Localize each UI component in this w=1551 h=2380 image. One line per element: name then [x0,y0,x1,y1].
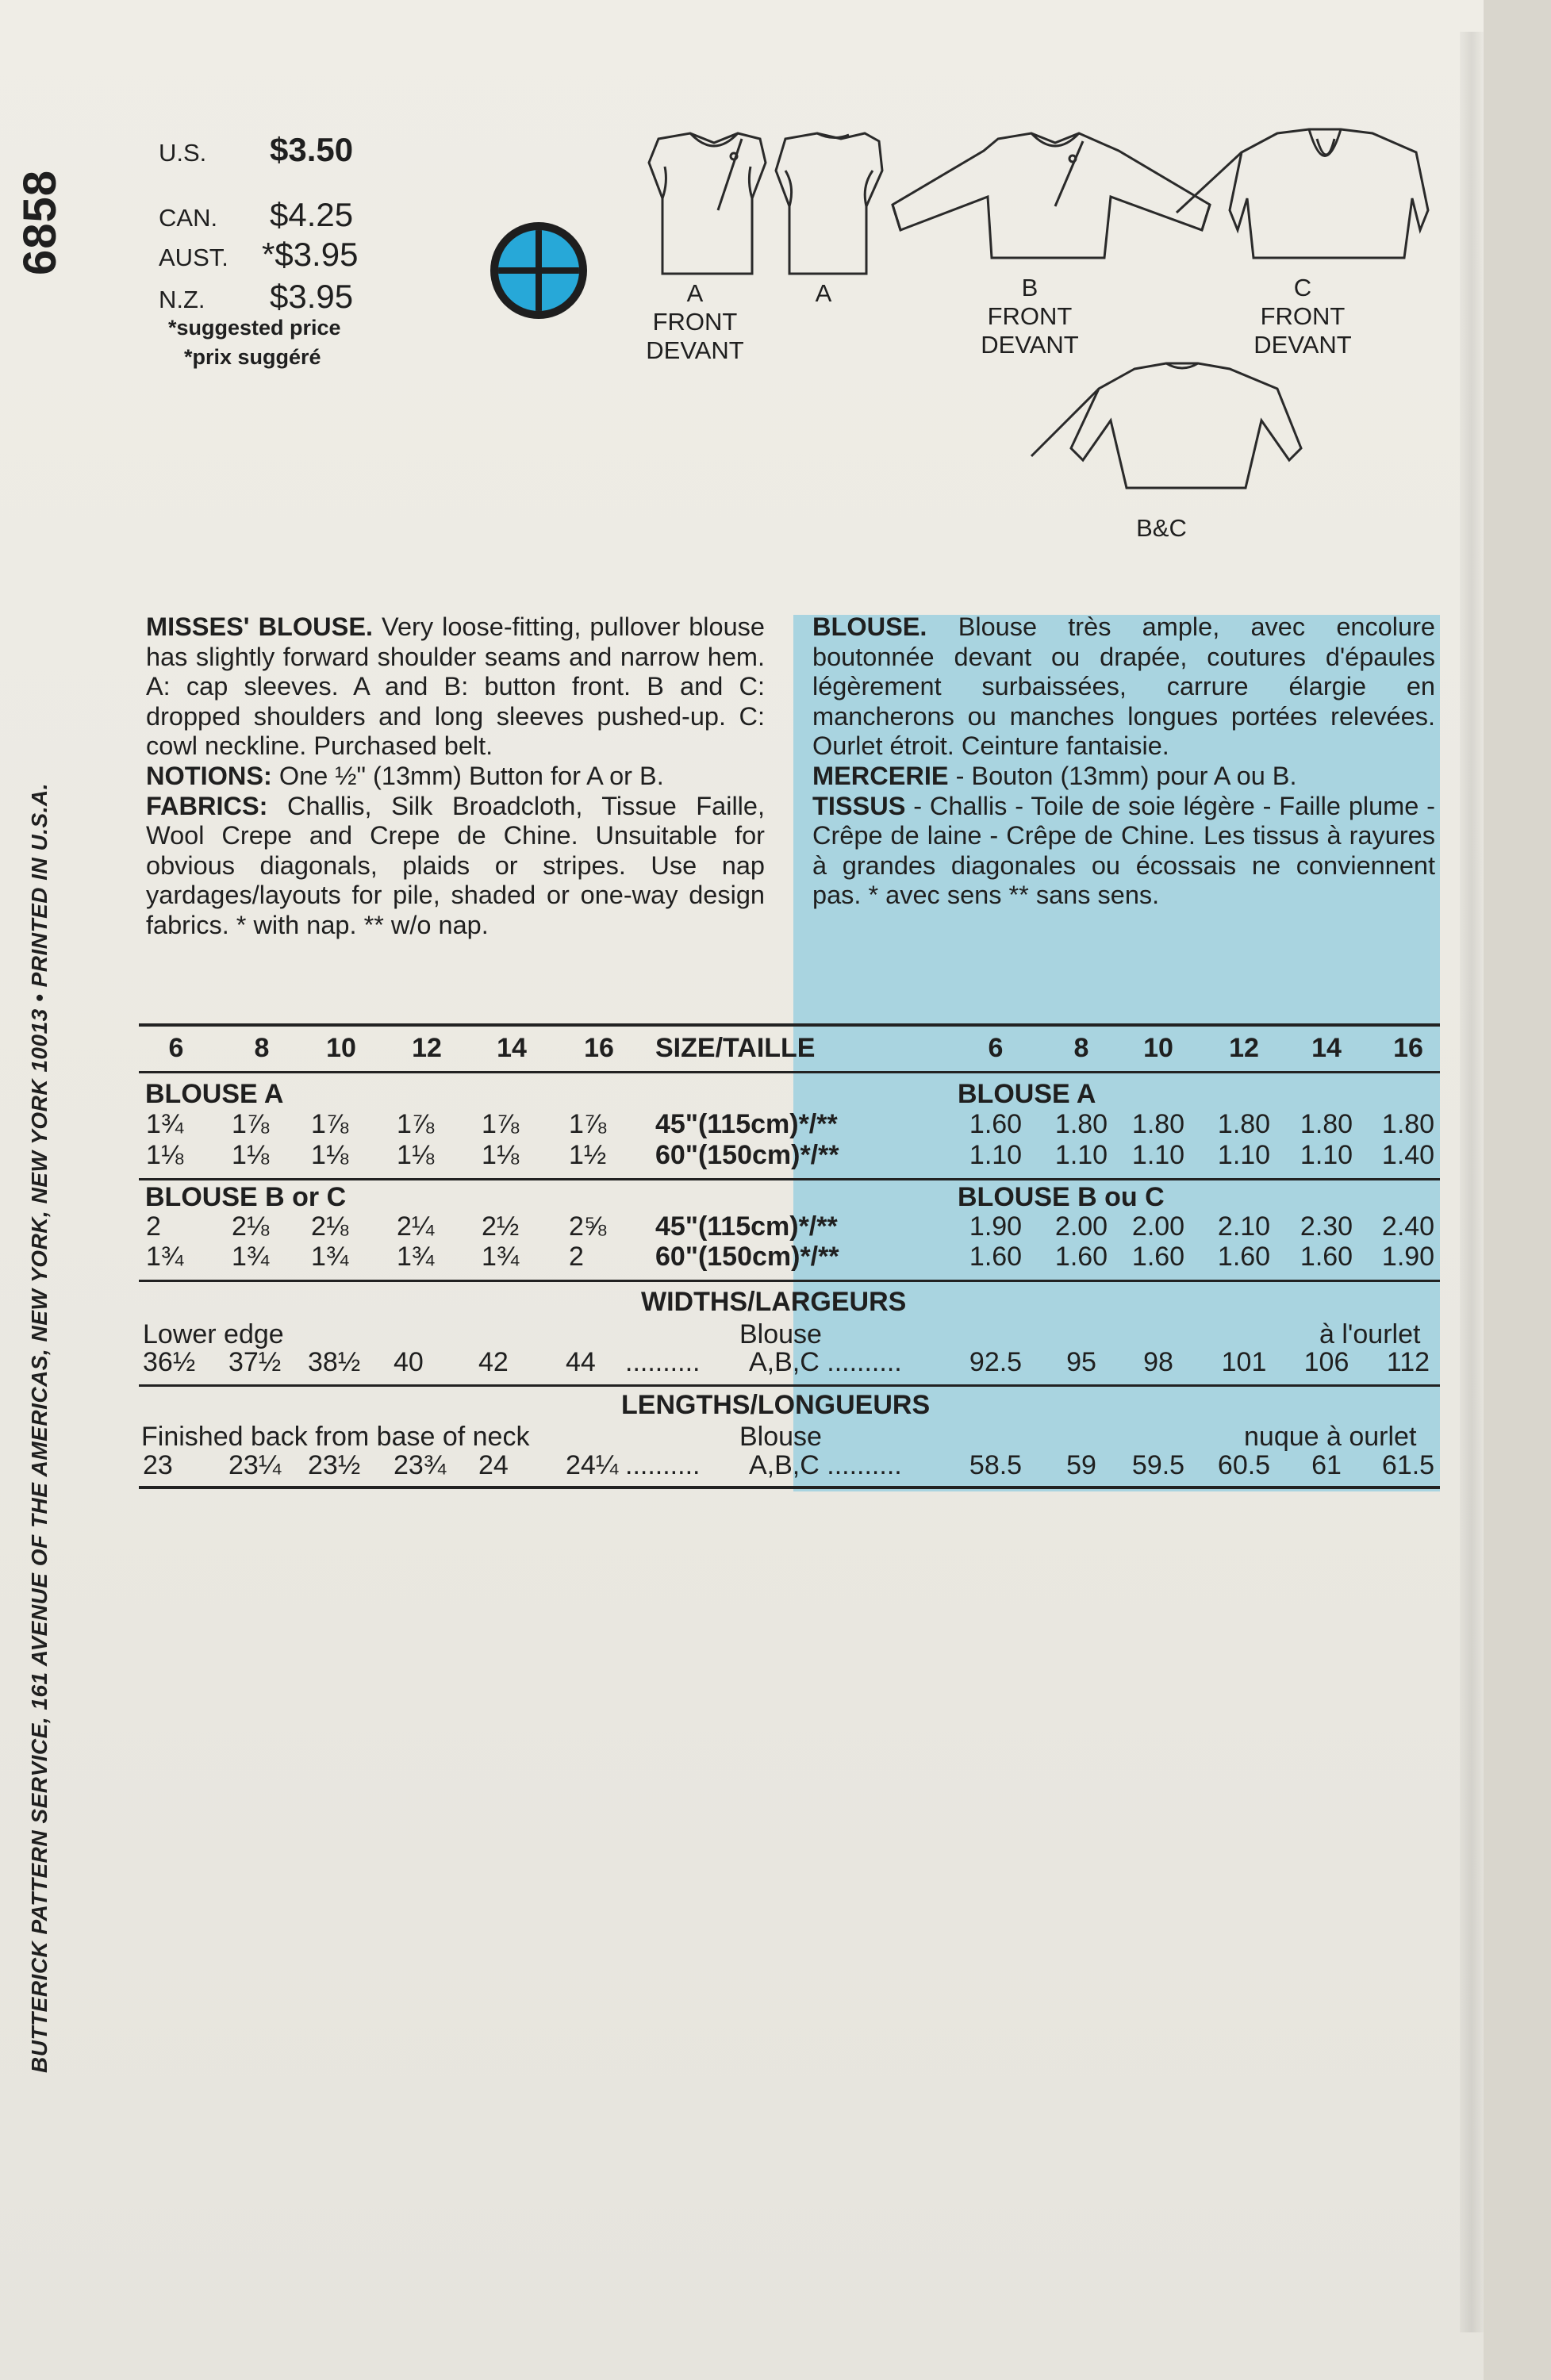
measure-cm-cell: 92.5 [969,1347,1023,1377]
size-col-fr: 14 [1311,1033,1342,1063]
description-english: MISSES' BLOUSE. Very loose-fitting, pullover blouse has slightly forward shoulder seams and narrow hem. A: cap sleeves. A and B: button front. B and C: dropped shoulders and long sleeves pushed-up. C: cowl neckline. Purchased belt. NOTIONS: One ½" (13mm) Button for A or B. FABRICS: Challis, Silk Broadcloth, Tissue Faille, Wool Crepe and Crepe de Chine. Unsuitable for obvious diagonals, plaids or stripes. Use nap yardages/layouts for pile, shaded or one-way design fabrics. * with nap. ** w/o nap. [146,612,765,939]
table-rule-widths [139,1384,1440,1387]
meter-cell: 1.10 [1217,1140,1271,1170]
size-col-en: 10 [326,1033,356,1063]
yardage-cell: 2⅛ [232,1211,270,1242]
widths-dots: .......... [625,1347,701,1377]
description-french: BLOUSE. Blouse très ample, avec encolure boutonnée devant ou drapée, coutures d'épaules légèrement surbaissées, carrure élargie en mancherons ou manches longues portées relevées. Ourlet étroit. Ceinture fantaisie. MERCERIE - Bouton (13mm) pour A ou B. TISSUS - Challis - Toile de soie légère - Faille plume - Crêpe de laine - Crêpe de Chine. Les tissus à rayures à grandes diagonales ou écossais ne conviennent pas. * avec sens ** sans sens. [812,612,1435,910]
measure-cm-cell: 59.5 [1131,1450,1185,1480]
meter-cell: 1.80 [1300,1109,1353,1139]
size-col-en: 12 [412,1033,442,1063]
meter-cell: 1.60 [1217,1242,1271,1272]
meter-cell: 2.30 [1300,1211,1353,1242]
yardage-cell: 1⅞ [482,1109,520,1139]
meter-cell: 1.60 [1131,1242,1185,1272]
size-col-fr: 10 [1143,1033,1173,1063]
meter-cell: 1.60 [969,1109,1023,1139]
paper-fold [1460,32,1484,2332]
meter-cell: 1.10 [969,1140,1023,1170]
lengths-label-en: Finished back from base of neck [141,1422,530,1452]
meter-cell: 1.60 [969,1242,1023,1272]
meter-cell: 2.00 [1054,1211,1108,1242]
yardage-cell: 1¾ [397,1242,435,1272]
size-col-fr: 16 [1393,1033,1423,1063]
widths-label-fr: à l'ourlet [1319,1319,1421,1349]
yardage-cell: 1⅛ [232,1140,270,1170]
envelope-edge [1484,0,1551,2380]
fabric-width-label: 45"(115cm)*/** [655,1211,838,1242]
measure-cm-cell: 58.5 [969,1450,1023,1480]
price-row-us: U.S. $3.50 [159,131,354,168]
measure-cm-cell: 61 [1311,1450,1342,1480]
widths-header: WIDTHS/LARGEURS [641,1287,907,1317]
table-rule-top [139,1023,1440,1027]
price-row-nz: N.Z. $3.95 [159,278,354,315]
yardage-cell: 1⅛ [311,1140,349,1170]
meter-cell: 1.80 [1217,1109,1271,1139]
measure-inch-cell: 36½ [143,1347,196,1377]
blouse-a-label-en: BLOUSE A [145,1079,284,1109]
lengths-center-label: Blouse [739,1422,822,1452]
yardage-cell: 2 [146,1211,161,1242]
lengths-header: LENGTHS/LONGUEURS [621,1390,931,1420]
view-label-b-front: B FRONT DEVANT [981,274,1079,359]
table-rule-bottom [139,1486,1440,1489]
meter-cell: 1.80 [1131,1109,1185,1139]
price-row-aust: AUST. *$3.95 [159,236,359,273]
size-col-en: 16 [584,1033,614,1063]
crosshair-badge-icon [490,222,587,319]
yardage-cell: 1⅞ [232,1109,270,1139]
yardage-cell: 1⅛ [482,1140,520,1170]
meter-cell: 2.10 [1217,1211,1271,1242]
size-col-fr: 12 [1229,1033,1259,1063]
blouse-bc-label-en: BLOUSE B or C [145,1182,347,1212]
size-header-label: SIZE/TAILLE [655,1033,816,1063]
view-label-c-front: C FRONT DEVANT [1253,274,1352,359]
measure-cm-cell: 106 [1303,1347,1349,1377]
price-row-can: CAN. $4.25 [159,196,354,233]
yardage-cell: 1¾ [146,1242,184,1272]
yardage-cell: 1⅛ [146,1140,184,1170]
yardage-cell: 1⅛ [397,1140,435,1170]
measure-inch-cell: 23½ [308,1450,361,1480]
measure-inch-cell: 42 [478,1347,509,1377]
meter-cell: 1.90 [1381,1242,1435,1272]
yardage-cell: 1⅞ [569,1109,607,1139]
size-col-en: 8 [254,1033,270,1063]
lengths-abc: A,B,C .......... [749,1450,902,1480]
meter-cell: 1.60 [1054,1242,1108,1272]
pattern-number: 6858 [14,169,67,275]
measure-inch-cell: 24 [478,1450,509,1480]
size-col-fr: 8 [1073,1033,1089,1063]
widths-center-label: Blouse [739,1319,822,1349]
blouse-a-label-fr: BLOUSE A [958,1079,1096,1109]
meter-cell: 1.10 [1131,1140,1185,1170]
blouse-bc-label-fr: BLOUSE B ou C [958,1182,1165,1212]
yardage-cell: 2½ [482,1211,520,1242]
meter-cell: 1.90 [969,1211,1023,1242]
suggested-price-note: *suggested price [168,316,341,340]
measure-cm-cell: 95 [1066,1347,1096,1377]
yardage-cell: 2 [569,1242,584,1272]
size-col-en: 14 [497,1033,527,1063]
meter-cell: 1.80 [1381,1109,1435,1139]
measure-inch-cell: 37½ [228,1347,282,1377]
fabric-width-label: 45"(115cm)*/** [655,1109,838,1139]
measure-cm-cell: 60.5 [1217,1450,1271,1480]
yardage-cell: 2⅛ [311,1211,349,1242]
table-rule-a [139,1178,1440,1180]
measure-cm-cell: 59 [1066,1450,1096,1480]
widths-label-en: Lower edge [143,1319,284,1349]
measure-cm-cell: 101 [1221,1347,1267,1377]
measure-inch-cell: 38½ [308,1347,361,1377]
prix-suggere-note: *prix suggéré [184,345,321,369]
widths-abc: A,B,C .......... [749,1347,902,1377]
size-col-en: 6 [168,1033,184,1063]
table-rule-sizes [139,1071,1440,1073]
measure-inch-cell: 40 [394,1347,424,1377]
yardage-cell: 1¾ [482,1242,520,1272]
measure-cm-cell: 61.5 [1381,1450,1435,1480]
measure-inch-cell: 23¾ [394,1450,447,1480]
measure-inch-cell: 24¼ [566,1450,619,1480]
meter-cell: 1.40 [1381,1140,1435,1170]
meter-cell: 2.40 [1381,1211,1435,1242]
meter-cell: 1.60 [1300,1242,1353,1272]
yardage-cell: 1¾ [232,1242,270,1272]
measure-cm-cell: 98 [1143,1347,1173,1377]
fabric-width-label: 60"(150cm)*/** [655,1140,839,1170]
yardage-cell: 1⅞ [397,1109,435,1139]
spine-publisher-text: BUTTERICK PATTERN SERVICE, 161 AVENUE OF THE AMERICAS, NEW YORK, NEW YORK 10013 • PRINTED IN U.S.A. [27,783,52,2073]
yardage-cell: 1½ [569,1140,607,1170]
yardage-cell: 1¾ [311,1242,349,1272]
meter-cell: 1.80 [1054,1109,1108,1139]
fabric-width-label: 60"(150cm)*/** [655,1242,839,1272]
view-label-a-front: A FRONT DEVANT [646,279,744,364]
yardage-cell: 2¼ [397,1211,435,1242]
yardage-cell: 2⅝ [569,1211,607,1242]
measure-inch-cell: 44 [566,1347,596,1377]
size-col-fr: 6 [988,1033,1004,1063]
measure-inch-cell: 23 [143,1450,173,1480]
table-rule-bc [139,1280,1440,1282]
yardage-cell: 1¾ [146,1109,184,1139]
meter-cell: 1.10 [1300,1140,1353,1170]
view-label-a-back: A [815,279,832,307]
meter-cell: 1.10 [1054,1140,1108,1170]
measure-cm-cell: 112 [1386,1347,1430,1377]
lengths-dots: .......... [625,1450,701,1480]
yardage-cell: 1⅞ [311,1109,349,1139]
view-label-bc-back: B&C [1136,514,1187,542]
lengths-label-fr: nuque à ourlet [1244,1422,1417,1452]
measure-inch-cell: 23¼ [228,1450,282,1480]
meter-cell: 2.00 [1131,1211,1185,1242]
